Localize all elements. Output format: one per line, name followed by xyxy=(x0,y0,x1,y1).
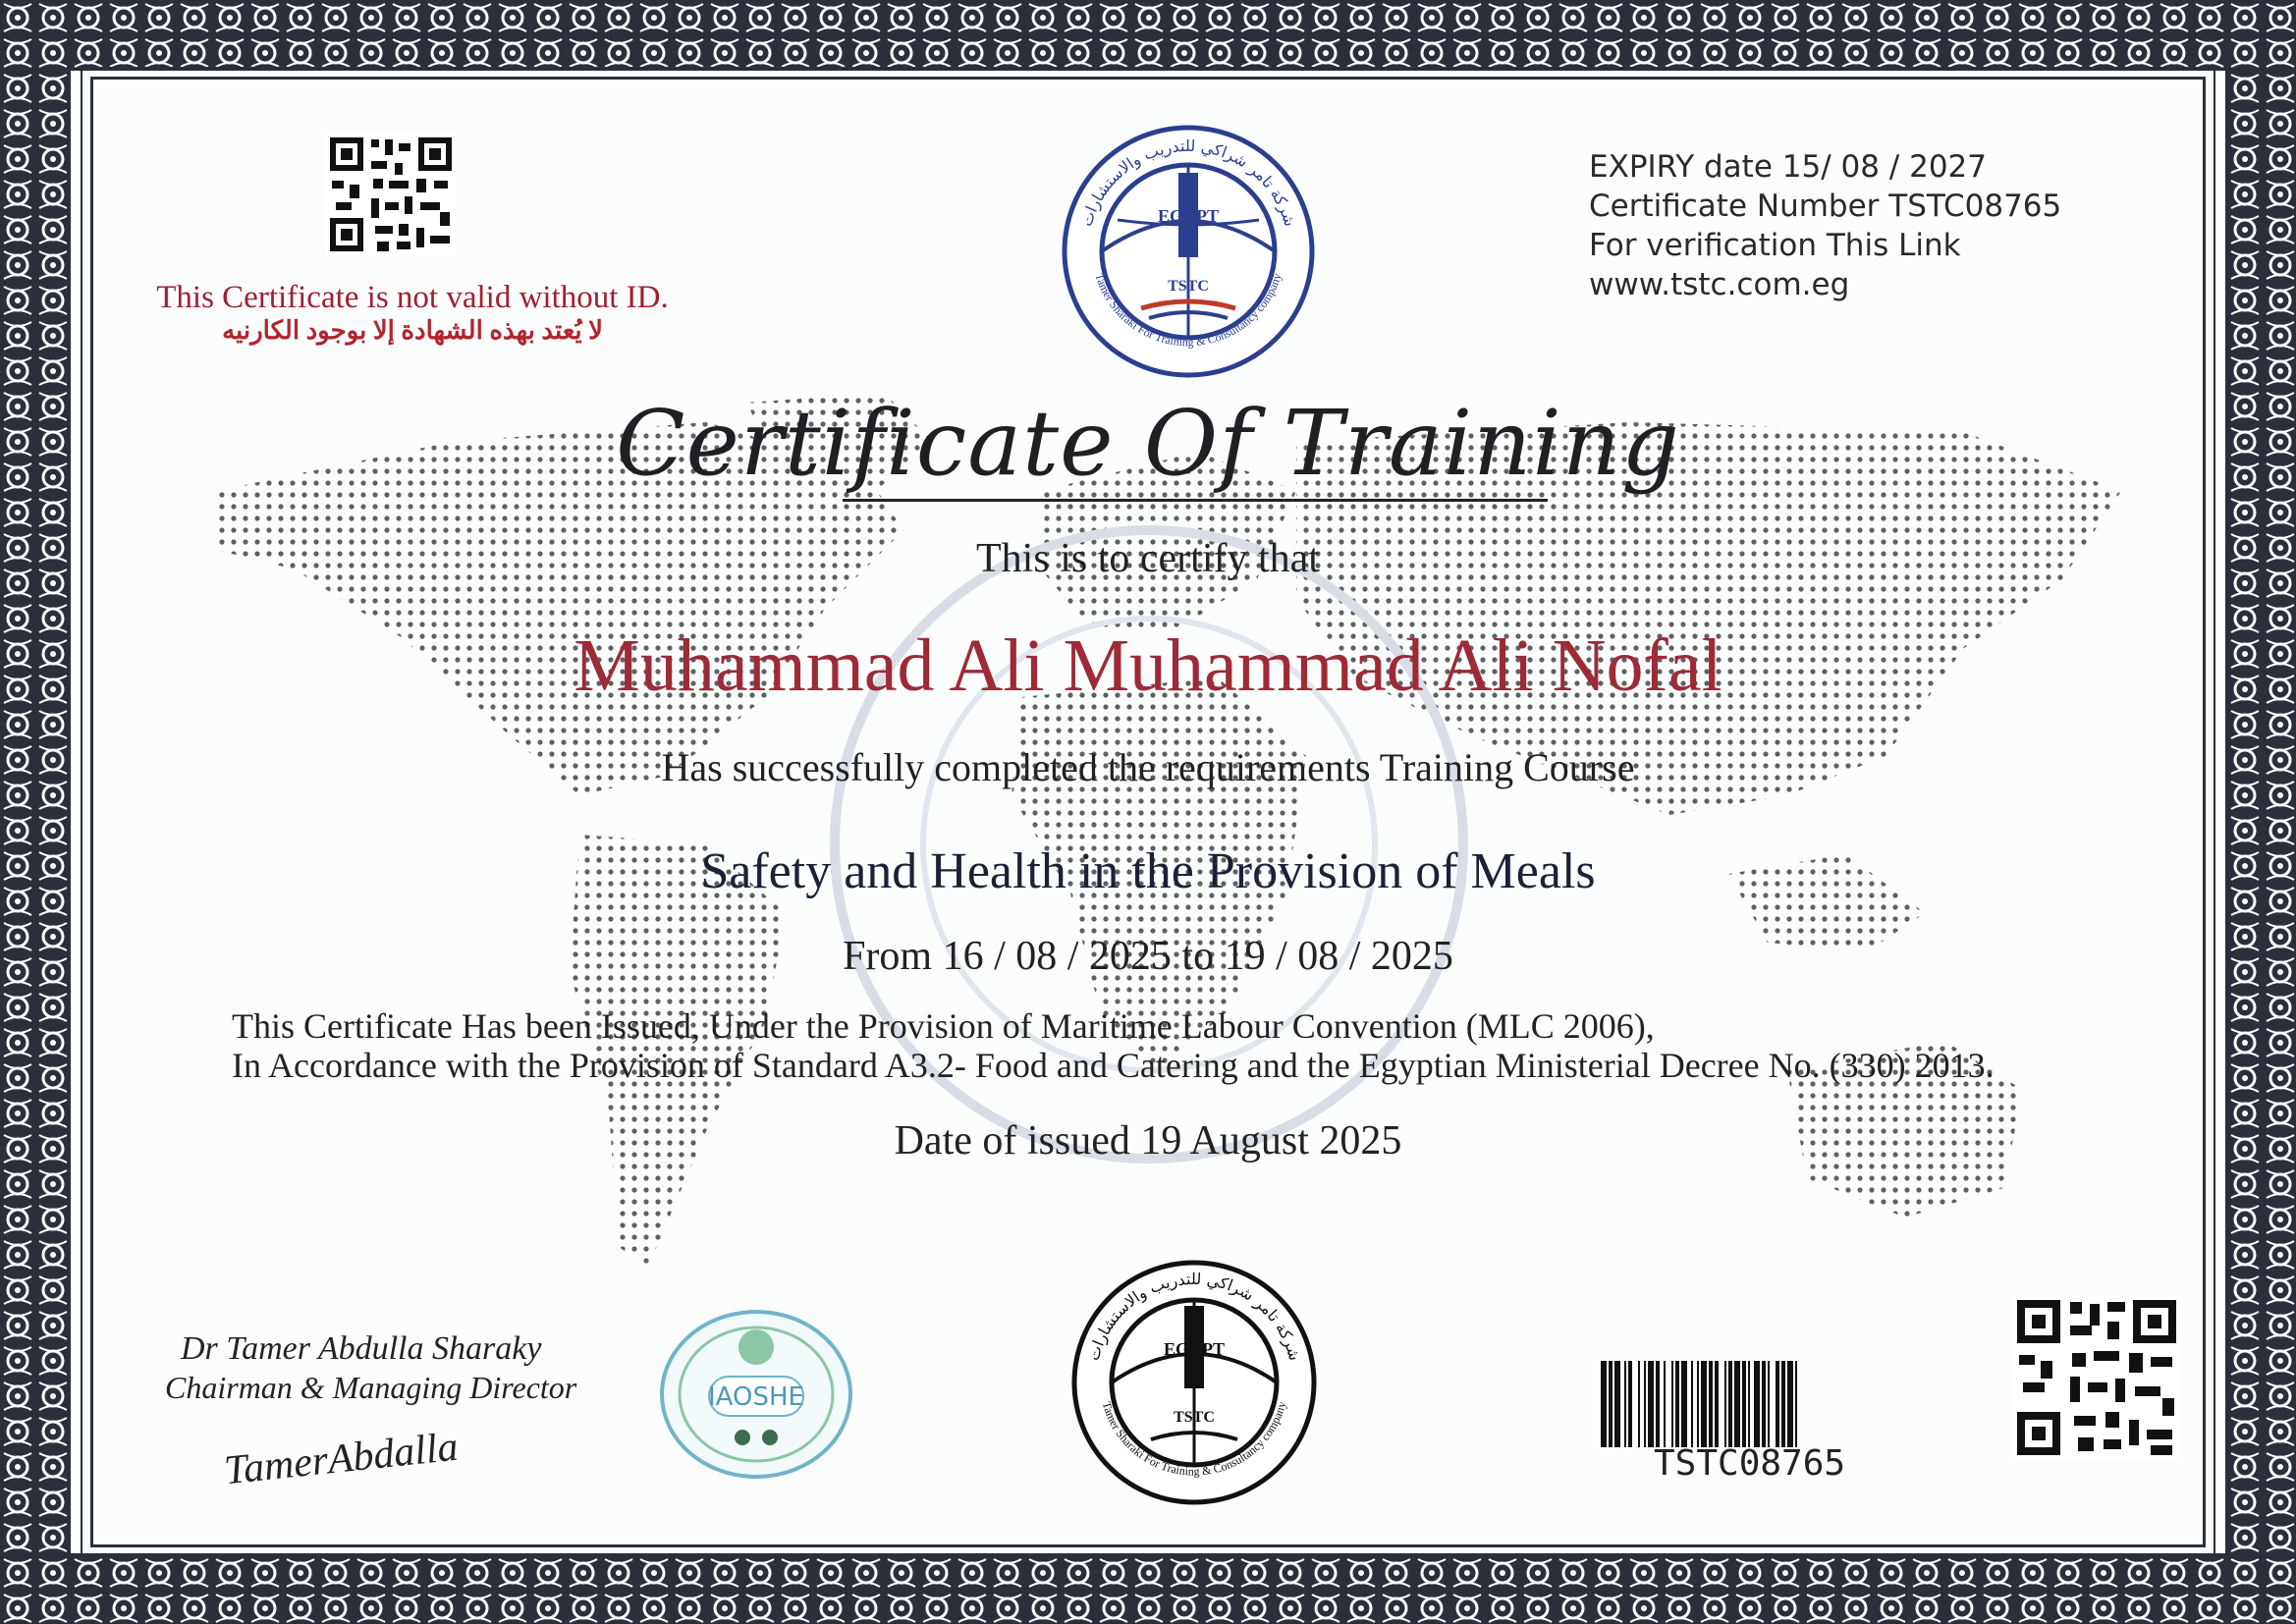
certificate-number: Certificate Number TSTC08765 xyxy=(1589,189,2062,224)
barcode-bar xyxy=(1697,1361,1699,1447)
barcode-bar xyxy=(1681,1361,1687,1447)
qr-code-bottom[interactable] xyxy=(2013,1296,2180,1459)
barcode-bar xyxy=(1795,1361,1797,1447)
verification-text: For verification This Link xyxy=(1589,228,1961,263)
barcode-bar xyxy=(1628,1361,1632,1447)
barcode-bar xyxy=(1614,1361,1620,1447)
issuance-line-2: In Accordance with the Provision of Standard A3.2- Food and Catering and the Egyptian Ministerial Decree No. (330) 2013. xyxy=(232,1046,1995,1085)
barcode-bar xyxy=(1709,1361,1713,1447)
barcode-text: TSTC08765 xyxy=(1654,1443,1846,1484)
recipient-name: Muhammad Ali Muhammad Ali Nofal xyxy=(574,624,1722,707)
title-underline xyxy=(843,499,1548,502)
course-name: Safety and Health in the Provision of Meals xyxy=(700,843,1596,899)
seal-arabic-name: شركة تامر شراكي للتدريب والاستشارات xyxy=(1083,1269,1305,1363)
logo-abbr: TSTC xyxy=(1168,278,1209,295)
seal-country: EGYPT xyxy=(1163,1339,1226,1359)
barcode-bar xyxy=(1768,1361,1770,1447)
barcode-bar xyxy=(1601,1361,1607,1447)
validity-note-arabic: لا يُعتد بهذه الشهادة إلا بوجود الكارنيه xyxy=(222,316,603,345)
barcode-bar xyxy=(1728,1361,1732,1447)
validity-note: This Certificate is not valid without ID. xyxy=(156,280,669,315)
expiry-date: EXPIRY date 15/ 08 / 2027 xyxy=(1589,149,1987,185)
barcode-bar xyxy=(1648,1361,1654,1447)
barcode-bar xyxy=(1609,1361,1613,1447)
signatory-name: Dr Tamer Abdulla Sharaky xyxy=(181,1330,542,1367)
tstc-seal-bottom xyxy=(1068,1257,1320,1508)
barcode-bar xyxy=(1664,1361,1666,1447)
barcode-bar xyxy=(1781,1361,1785,1447)
logo-country: EGYPT xyxy=(1157,206,1220,226)
signatory-title: Chairman & Managing Director xyxy=(165,1370,577,1405)
certificate-title: Certificate Of Training xyxy=(616,391,1680,496)
barcode-bar xyxy=(1691,1361,1693,1447)
course-period: From 16 / 08 / 2025 to 19 / 08 / 2025 xyxy=(843,934,1453,979)
iaoshe-badge xyxy=(656,1306,856,1483)
barcode-bar xyxy=(1748,1361,1750,1447)
barcode-bar xyxy=(1638,1361,1640,1447)
barcode-bar xyxy=(1734,1361,1740,1447)
barcode-bar xyxy=(1762,1361,1766,1447)
tstc-logo-top xyxy=(1059,122,1318,381)
barcode[interactable] xyxy=(1599,1361,1962,1451)
barcode-bar xyxy=(1715,1361,1719,1447)
logo-arabic-name: شركة تامر شراكي للتدريب والاستشارات xyxy=(1076,135,1300,229)
issuance-statement xyxy=(232,1006,1995,1085)
barcode-bar xyxy=(1787,1361,1793,1447)
barcode-bar xyxy=(1724,1361,1726,1447)
qr-code-top[interactable] xyxy=(326,134,456,255)
logo-english-name: Tamer Sharaki For Training & Consultancy company xyxy=(1092,271,1285,350)
barcode-bar xyxy=(1671,1361,1673,1447)
barcode-bar xyxy=(1624,1361,1626,1447)
verification-link[interactable]: www.tstc.com.eg xyxy=(1589,267,1850,302)
barcode-bar xyxy=(1742,1361,1746,1447)
seal-english-name: Tamer Sharaki For Training & Consultancy company xyxy=(1099,1399,1289,1479)
issuance-line-1: This Certificate Has been Issued, Under the Provision of Maritime Labour Convention (MLC 2006), xyxy=(232,1006,1655,1046)
seal-abbr: TSTC xyxy=(1174,1409,1215,1426)
barcode-bar xyxy=(1776,1361,1779,1447)
barcode-bar xyxy=(1754,1361,1760,1447)
date-issued: Date of issued 19 August 2025 xyxy=(894,1118,1402,1164)
certify-line: This is to certify that xyxy=(976,536,1320,581)
completed-line: Has successfully completed the requirements Training Course xyxy=(661,745,1635,789)
barcode-bar xyxy=(1675,1361,1679,1447)
barcode-bar xyxy=(1701,1361,1707,1447)
barcode-bar xyxy=(1656,1361,1660,1447)
iaoshe-label: IAOSHE xyxy=(708,1382,804,1412)
certificate-info-block xyxy=(1589,147,2061,304)
barcode-bar xyxy=(1644,1361,1646,1447)
handwritten-signature: TamerAbdalla xyxy=(222,1424,461,1494)
